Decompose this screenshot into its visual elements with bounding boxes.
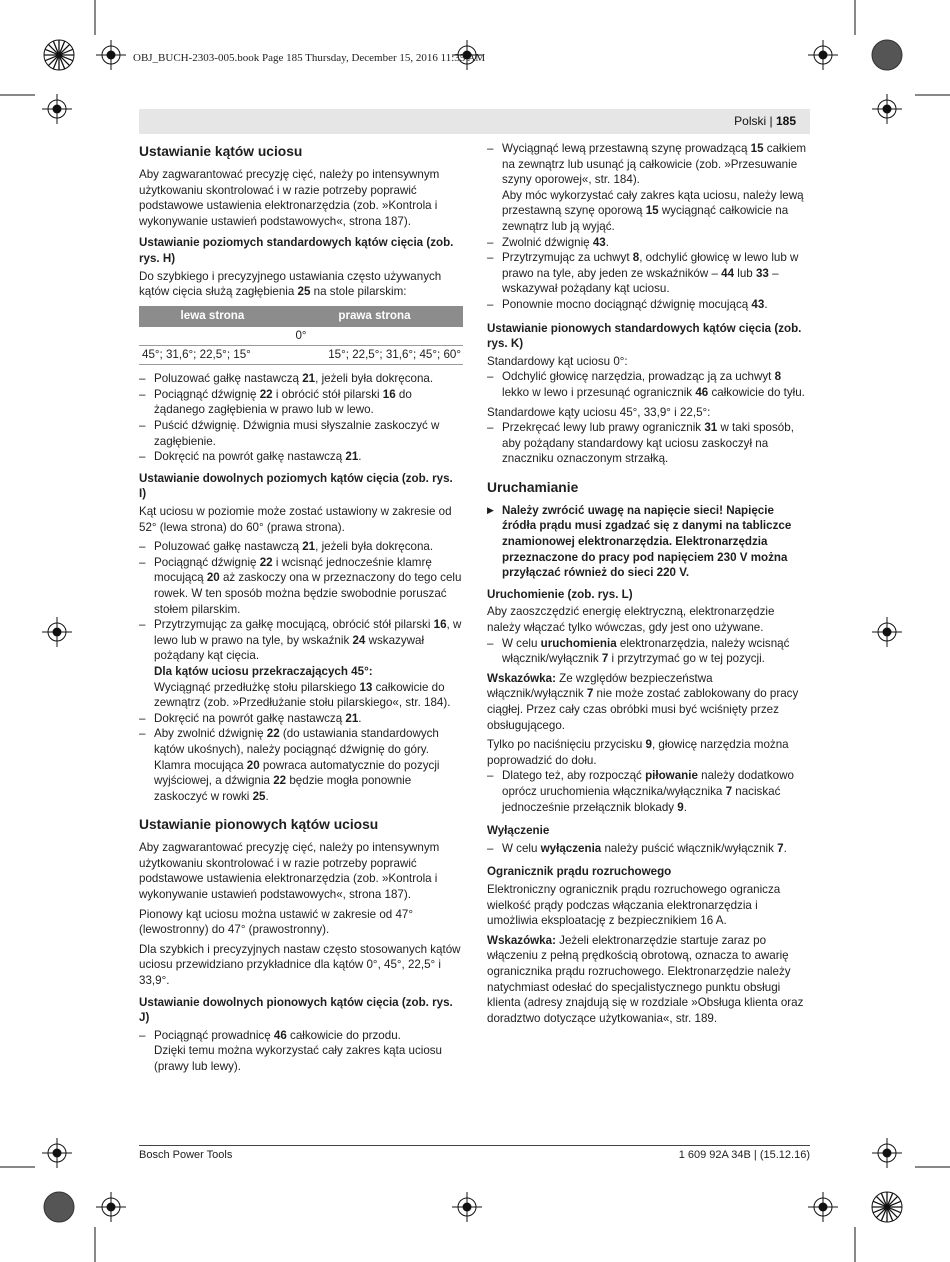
list-item: – Przekręcać lewy lub prawy ogranicznik 31 w taki sposób, aby pożądany standardowy kąt uciosu zaskoczył na znaczniku oznaczonym strzałką. [487,421,794,466]
list-item: – W celu uruchomienia elektronarzędzia, należy wcisnąć włącznik/wyłącznik 7 i przytrzymać go w tej pozycji. [487,636,790,666]
list-item: – Zwolnić dźwignię 43. [487,235,609,249]
starburst-bottom-right-icon [871,1191,903,1223]
subsection-title: Ogranicznik prądu rozruchowego [487,865,672,879]
registration-target-left-middle-icon [42,617,72,647]
paragraph: Do szybkiego i precyzyjnego ustawiania często używanych kątów cięcia służą zagłębienia 25 na stole pilarskim: [139,269,442,299]
list-continuation: Dzięki temu można wykorzystać cały zakres kąta uciosu (prawy lub lewy). [154,1044,443,1073]
registration-target-bottom-right-icon [808,1192,838,1222]
left-column [139,141,463,1075]
note-paragraph: Wskazówka: Ze względów bezpieczeństwa włącznik/wyłącznik 7 nie może zostać zablokowany do pracy ciągłej. Przez cały czas obróbki musi być wciśnięty przez obsługującego. [487,671,799,732]
paragraph: Standardowe kąty uciosu 45°, 33,9° i 22,5°: [487,405,711,419]
list-continuation: Aby móc wykorzystać cały zakres kąta uciosu, należy lewą przestawną szynę oporową 15 wyciągnąć całkowicie na zewnątrz lub ją wyjąć. [502,188,804,233]
list-item: – Wyciągnąć lewą przestawną szynę prowadzącą 15 całkiem na zewnątrz lub usunąć ją całkowicie (zob. »Przesuwanie szyny oporowej«, str. 184). [487,142,807,187]
paragraph: Aby zagwarantować precyzję cięć, należy po intensywnym użytkowaniu skontrolować i w razie potrzeby poprawić podstawowe ustawienia elektronarzędzia (zob. »Kontrola i wykonywanie ustawień podstawowych«, strona 187). [139,168,440,228]
paragraph: Pionowy kąt uciosu można ustawić w zakresie od 47° (lewostronny) do 47° (prawostronny). [139,907,413,937]
subsection-title: Uruchomienie (zob. rys. L) [487,587,633,601]
subsection-title: Ustawianie pionowych standardowych kątów cięcia (zob. rys. K) [487,321,802,351]
angle-table [139,306,463,366]
list-item: – Dlatego też, aby rozpocząć piłowanie należy dodatkowo oprócz uruchomienia włącznika/wyłącznika 7 naciskać jednocześnie przełącznik blokady 9. [487,769,794,814]
paragraph: Elektroniczny ogranicznik prądu rozruchowego ogranicza wielkość prądy podczas włączania elektronarzędzia i umożliwia eksploatację z bezpiecznikiem 16 A. [487,882,781,928]
list-item: – Przytrzymując za gałkę mocującą, obrócić stół pilarski 16, w lewo lub w prawo na tyle, by wskaźnik 24 wskazywał pożądany kąt cięcia. [139,618,462,663]
list-item: – Pociągnąć dźwignię 22 i obrócić stół pilarski 16 do żądanego zagłębienia w prawo lub w lewo. [139,387,412,417]
list-subheading: Dla kątów uciosu przekraczających 45°: [154,664,373,678]
list-item: – Aby zwolnić dźwignię 22 (do ustawiania standardowych kątów ukośnych), należy pociągnąć dźwignię do góry. [139,727,439,756]
list-item: – Pociągnąć prowadnicę 46 całkowicie do przodu. [139,1028,401,1042]
print-header: OBJ_BUCH-2303-005.book Page 185 Thursday, December 15, 2016 11:35 AM [133,52,486,64]
warning-note: ▶ Należy zwrócić uwagę na napięcie sieci! Napięcie źródła prądu musi zgadzać się z danymi na tabliczce znamionowej elektronarzędzia. Elektronarzędzia przeznaczone do pracy pod napięciem 230 V można przyłączać również do sieci 220 V. [487,503,792,580]
list-item: – Pociągnąć dźwignię 22 i wcisnąć jednocześnie klamrę mocującą 20 aż zaskoczy ona w przeznaczony do tego celu rowek. W ten sposób można będzie swobodnie poruszać stołem pilarskim. [139,555,462,616]
list-item: – Puścić dźwignię. Dźwignia musi słyszalnie zaskoczyć w zagłębienie. [139,419,440,448]
page-header-separator: | [769,114,773,128]
table-cell-left: 45°; 31,6°; 22,5°; 15° [139,346,286,365]
section-title: Uruchamianie [487,479,579,495]
starburst-top-left-icon [43,39,75,71]
paragraph: Aby zagwarantować precyzję cięć, należy po intensywnym użytkowaniu skontrolować i w razie potrzeby poprawić podstawowe ustawienia elektronarzędzia (zob. »Kontrola i wykonywanie ustawień podstawowych«, strona 187). [139,841,440,902]
registration-target-right-middle-icon [872,617,902,647]
subsection-title: Ustawianie poziomych standardowych kątów cięcia (zob. rys. H) [139,236,454,265]
page-header-band [139,109,810,134]
section-title: Ustawianie kątów uciosu [139,144,303,159]
paragraph: Standardowy kąt uciosu 0°: [487,354,628,368]
section-title: Ustawianie pionowych kątów uciosu [139,817,379,833]
footer-brand: Bosch Power Tools [139,1149,233,1161]
registration-target-left-top-icon [42,94,72,124]
subsection-title: Ustawianie dowolnych pionowych kątów cięcia (zob. rys. J) [139,995,453,1025]
shaded-disk-bottom-left-icon [43,1191,75,1223]
warning-triangle-icon: ▶ [487,504,494,515]
paragraph: Dla szybkich i precyzyjnych nastaw często stosowanych kątów uciosu przewidziano przykładnice dla kątów 0°, 45°, 22,5° i 33,9°. [139,942,461,988]
registration-target-left-bottom-icon [42,1138,72,1168]
list-item: – Odchylić głowicę narzędzia, prowadząc ją za uchwyt 8 lekko w lewo i przesunąć ogranicznik 46 całkowicie do tyłu. [487,370,805,399]
shaded-disk-top-right-icon [871,39,903,71]
paragraph: Aby zaoszczędzić energię elektryczną, elektronarzędzie należy włączać tylko wówczas, gdy jest ono używane. [487,605,775,635]
note-paragraph: Wskazówka: Jeżeli elektronarzędzie startuje zaraz po włączeniu z pełną prędkością obrotową, oznacza to awarię ogranicznika prądu rozruchowego. Elektronarzędzie należy natychmiast odesłać do specjalistycznego punktu obsługi klienta (adresy znajdują się w rozdziale »Obsługa klienta oraz doradztwo dotyczące użytkowania«, str. 189. [487,933,804,1025]
subsection-title: Ustawianie dowolnych poziomych kątów cięcia (zob. rys. I) [139,471,453,501]
footer-rule [139,1145,810,1146]
list-item: – Przytrzymując za uchwyt 8, odchylić głowicę w lewo lub w prawo na tyle, aby jeden ze wskaźników – 44 lub 33 – wskazywał pożądany kąt uciosu. [487,251,799,296]
registration-target-top-right-icon [808,40,838,70]
paragraph: Kąt uciosu w poziomie może zostać ustawiony w zakresie od 52° (lewa strona) do 60° (prawa strona). [139,505,452,534]
page-language: Polski [734,114,767,128]
list-item: – Poluzować gałkę nastawczą 21, jeżeli była dokręcona. [139,372,434,386]
subsection-title: Wyłączenie [487,824,550,838]
list-continuation: Wyciągnąć przedłużkę stołu pilarskiego 13 całkowicie do zewnątrz (zob. »Przedłużanie stołu pilarskiego«, str. 184). [154,680,451,710]
registration-target-top-icon [96,40,126,70]
right-column [487,141,811,1030]
page-header [734,114,796,128]
list-item: – Dokręcić na powrót gałkę nastawczą 21. [139,450,362,464]
registration-target-right-top-icon [872,94,902,124]
table-header-right: prawa strona [286,306,463,327]
list-item: – W celu wyłączenia należy puścić włącznik/wyłącznik 7. [487,841,787,855]
table-cell-right: 15°; 22,5°; 31,6°; 45°; 60° [286,346,463,365]
table-cell-center: 0° [139,327,463,346]
list-continuation: Klamra mocująca 20 powraca automatycznie do pozycji wyjściowej, a dźwignia 22 będzie mogła ponownie zaskoczyć w rowki 25. [154,758,440,803]
footer-document-code: 1 609 92A 34B | (15.12.16) [678,1149,810,1161]
list-item: – Poluzować gałkę nastawczą 21, jeżeli była dokręcona. [139,540,434,554]
paragraph: Tylko po naciśnięciu przycisku 9, głowicę narzędzia można poprowadzić do dołu. [487,738,789,767]
registration-target-right-bottom-icon [872,1138,902,1168]
table-header-left: lewa strona [139,306,286,327]
list-item: – Dokręcić na powrót gałkę nastawczą 21. [139,711,362,725]
page-number: 185 [775,114,796,128]
registration-target-bottom-left-icon [96,1192,126,1222]
registration-target-bottom-center-icon [452,1192,482,1222]
list-item: – Ponownie mocno dociągnąć dźwignię mocującą 43. [487,297,768,311]
